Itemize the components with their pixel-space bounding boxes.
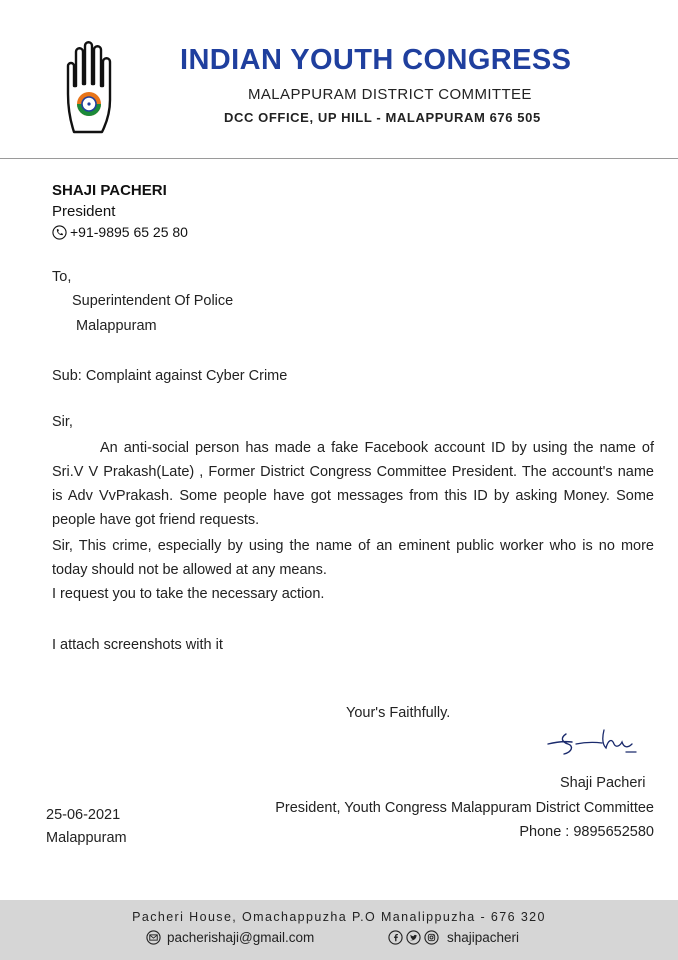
signer-name: Shaji Pacheri <box>560 775 646 791</box>
footer-social-handle[interactable]: shajipacheri <box>447 930 520 945</box>
footer-address: Pacheri House, Omachappuzha P.O Manalippuzha - 676 320 <box>132 910 546 924</box>
footer-bar <box>0 900 678 960</box>
body-paragraph-1-text: An anti-social person has made a fake Facebook account ID by using the name of Sri.V V Prakash(Late) , Former District Congress Committee President. The account's name is Adv VvPrakash. Some people have got messages from this ID by asking Money. Some people have got friend requests. <box>52 440 654 528</box>
body-paragraph-3: I request you to take the necessary action. <box>52 586 325 602</box>
facebook-icon[interactable] <box>388 930 403 945</box>
signer-title: President, Youth Congress Malappuram District Committee <box>275 800 654 816</box>
recipient-place: Malappuram <box>76 318 157 334</box>
letter-place: Malappuram <box>46 830 127 846</box>
recipient-title: Superintendent Of Police <box>72 293 234 309</box>
salutation: Sir, <box>52 414 73 430</box>
committee-name: MALAPPURAM DISTRICT COMMITTEE <box>248 86 532 103</box>
to-label: To, <box>52 269 72 285</box>
closing: Your's Faithfully. <box>346 705 451 721</box>
sender-phone-line <box>52 224 188 240</box>
signer-phone: Phone : 9895652580 <box>519 824 654 840</box>
office-address: DCC OFFICE, UP HILL - MALAPPURAM 676 505 <box>224 110 541 125</box>
subject-line: Sub: Complaint against Cyber Crime <box>52 368 288 384</box>
organization-title: INDIAN YOUTH CONGRESS <box>180 44 572 76</box>
footer-email-line <box>146 930 314 945</box>
instagram-icon[interactable] <box>424 930 439 945</box>
sender-phone: +91-9895 65 25 80 <box>70 224 188 240</box>
footer-email[interactable]: pacherishaji@gmail.com <box>167 930 315 945</box>
body-paragraph-2: Sir, This crime, especially by using the name of an eminent public worker who is no more today should not be allowed at any means. <box>52 538 654 578</box>
sender-name: SHAJI PACHERI <box>52 182 167 199</box>
sender-role: President <box>52 203 116 220</box>
handwritten-signature <box>542 724 642 758</box>
twitter-icon[interactable] <box>406 930 421 945</box>
congress-hand-logo <box>60 40 118 136</box>
attachment-note: I attach screenshots with it <box>52 637 223 653</box>
footer-social-line <box>388 930 519 945</box>
email-icon <box>146 930 161 945</box>
body-paragraph-1 <box>52 436 654 532</box>
phone-icon <box>52 225 67 240</box>
header-divider <box>0 158 678 159</box>
letter-date: 25-06-2021 <box>46 807 121 823</box>
